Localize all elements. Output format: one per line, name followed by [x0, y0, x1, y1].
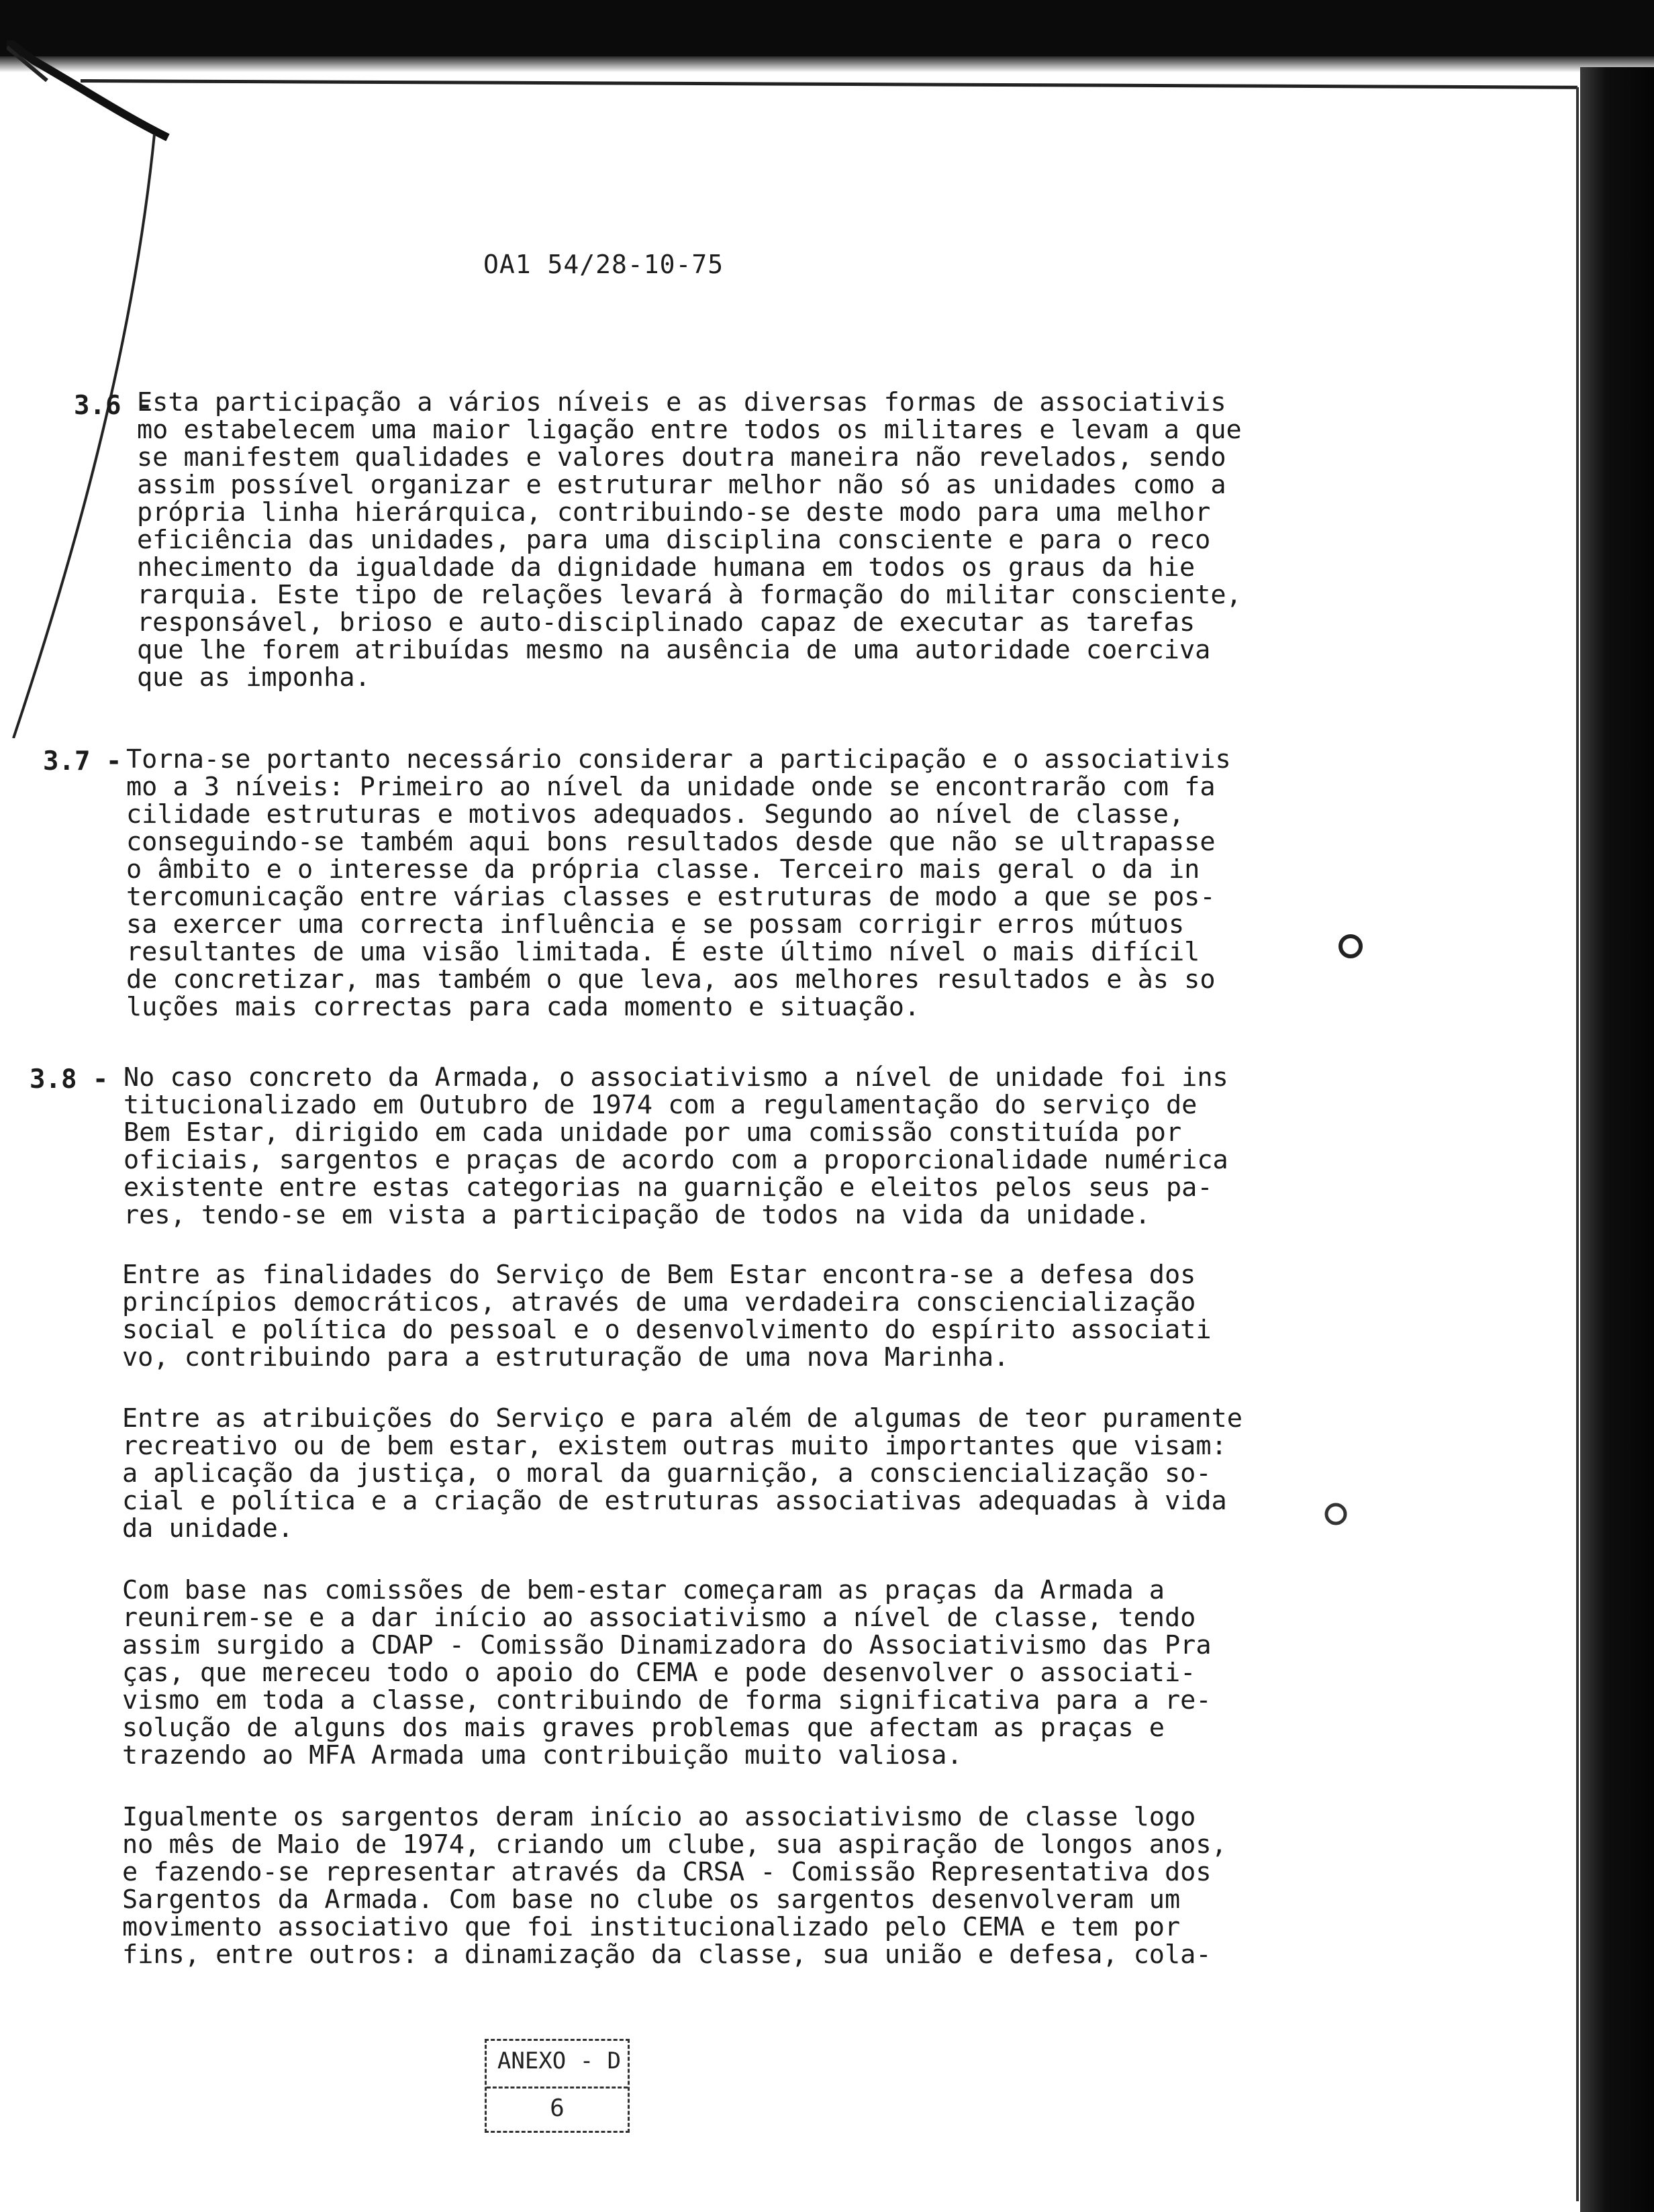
punch-hole-mark: [1336, 932, 1365, 961]
page-edge-right: [1576, 87, 1579, 2201]
scan-right-border: [1580, 67, 1654, 2212]
text-line: Torna-se portanto necessário considerar a participação e o associativis: [126, 744, 1231, 774]
text-line: assim possível organizar e estruturar melhor não só as unidades como a: [137, 470, 1226, 500]
text-line: recreativo ou de bem estar, existem outras muito importantes que visam:: [122, 1431, 1227, 1461]
text-line: nhecimento da igualdade da dignidade humana em todos os graus da hie: [137, 552, 1196, 583]
text-line: Bem Estar, dirigido em cada unidade por uma comissão constituída por: [124, 1117, 1182, 1148]
text-line: solução de alguns dos mais graves problemas que afectam as praças e: [122, 1713, 1165, 1743]
annex-label: ANEXO - D: [497, 2048, 622, 2074]
text-line: eficiência das unidades, para uma disciplina consciente e para o reco: [137, 525, 1211, 555]
text-line: fins, entre outros: a dinamização da classe, sua união e defesa, cola-: [122, 1940, 1212, 1970]
annex-divider: [487, 2087, 628, 2089]
text-line: própria linha hierárquica, contribuindo-se deste modo para uma melhor: [137, 497, 1211, 527]
text-line: a aplicação da justiça, o moral da guarnição, a consciencialização so-: [122, 1458, 1212, 1489]
text-line: movimento associativo que foi institucionalizado pelo CEMA e tem por: [122, 1912, 1181, 1942]
text-line: se manifestem qualidades e valores doutra maneira não revelados, sendo: [137, 442, 1226, 472]
scan-top-shadow: [0, 56, 1654, 72]
text-line: trazendo ao MFA Armada uma contribuição muito valiosa.: [122, 1740, 963, 1770]
text-line: responsável, brioso e auto-disciplinado capaz de executar as tarefas: [137, 607, 1196, 638]
text-line: Esta participação a vários níveis e as diversas formas de associativis: [137, 387, 1226, 417]
punch-hole-mark: [1321, 1499, 1351, 1529]
text-line: que as imponha.: [137, 662, 371, 693]
text-line: ças, que mereceu todo o apoio do CEMA e pode desenvolver o associati-: [122, 1658, 1196, 1688]
text-line: da unidade.: [122, 1513, 293, 1544]
text-line: de concretizar, mas também o que leva, aos melhores resultados e às so: [126, 964, 1216, 995]
text-line: conseguindo-se também aqui bons resultados desde que não se ultrapasse: [126, 827, 1216, 857]
text-line: vo, contribuindo para a estruturação de uma nova Marinha.: [122, 1342, 1010, 1372]
text-line: titucionalizado em Outubro de 1974 com a regulamentação do serviço de: [124, 1090, 1198, 1120]
text-line: o âmbito e o interesse da própria classe. Terceiro mais geral o da in: [126, 854, 1200, 885]
page-edge-top: [81, 79, 1577, 89]
text-line: e fazendo-se representar através da CRSA - Comissão Representativa dos: [122, 1857, 1212, 1887]
text-line: Igualmente os sargentos deram início ao associativismo de classe logo: [122, 1802, 1196, 1832]
text-line: mo estabelecem uma maior ligação entre todos os militares e levam a que: [137, 415, 1242, 445]
text-line: vismo em toda a classe, contribuindo de forma significativa para a re-: [122, 1685, 1212, 1715]
text-line: rarquia. Este tipo de relações levará à formação do militar consciente,: [137, 580, 1242, 610]
page-corner-fold: [7, 40, 181, 141]
text-line: no mês de Maio de 1974, criando um clube, sua aspiração de longos anos,: [122, 1829, 1227, 1860]
text-line: reunirem-se e a dar início ao associativismo a nível de classe, tendo: [122, 1603, 1196, 1633]
text-line: cilidade estruturas e motivos adequados. Segundo ao nível de classe,: [126, 799, 1185, 830]
section-number: 3.8 -: [30, 1064, 109, 1095]
text-line: sa exercer uma correcta influência e se possam corrigir erros mútuos: [126, 909, 1185, 940]
text-line: mo a 3 níveis: Primeiro ao nível da unidade onde se encontrarão com fa: [126, 772, 1216, 802]
scan-top-border: [0, 0, 1654, 56]
text-line: que lhe forem atribuídas mesmo na ausência de uma autoridade coerciva: [137, 635, 1211, 665]
document-reference: OA1 54/28-10-75: [483, 250, 724, 279]
section-number: 3.7 -: [43, 746, 122, 776]
annex-stamp: [485, 2039, 630, 2133]
text-line: oficiais, sargentos e praças de acordo com a proporcionalidade numérica: [124, 1145, 1228, 1175]
text-line: Sargentos da Armada. Com base no clube os sargentos desenvolveram um: [122, 1884, 1181, 1915]
text-line: cial e política e a criação de estruturas associativas adequadas à vida: [122, 1486, 1227, 1516]
text-line: resultantes de uma visão limitada. É este último nível o mais difícil: [126, 937, 1200, 967]
text-line: existente entre estas categorias na guarnição e eleitos pelos seus pa-: [124, 1172, 1213, 1203]
text-line: Entre as atribuições do Serviço e para além de algumas de teor puramente: [122, 1403, 1243, 1434]
text-line: Entre as finalidades do Serviço de Bem Estar encontra-se a defesa dos: [122, 1260, 1196, 1290]
text-line: res, tendo-se em vista a participação de todos na vida da unidade.: [124, 1200, 1151, 1230]
text-line: No caso concreto da Armada, o associativismo a nível de unidade foi ins: [124, 1062, 1228, 1093]
section-number: 3.6 -: [74, 391, 153, 421]
text-line: Com base nas comissões de bem-estar começaram as praças da Armada a: [122, 1575, 1165, 1605]
page-number: 6: [550, 2095, 565, 2122]
text-line: tercomunicação entre várias classes e estruturas de modo a que se pos-: [126, 882, 1216, 912]
text-line: assim surgido a CDAP - Comissão Dinamizadora do Associativismo das Pra: [122, 1630, 1212, 1660]
text-line: princípios democráticos, através de uma verdadeira consciencialização: [122, 1287, 1196, 1317]
text-line: social e política do pessoal e o desenvolvimento do espírito associati: [122, 1315, 1212, 1345]
text-line: luções mais correctas para cada momento e situação.: [126, 992, 920, 1022]
